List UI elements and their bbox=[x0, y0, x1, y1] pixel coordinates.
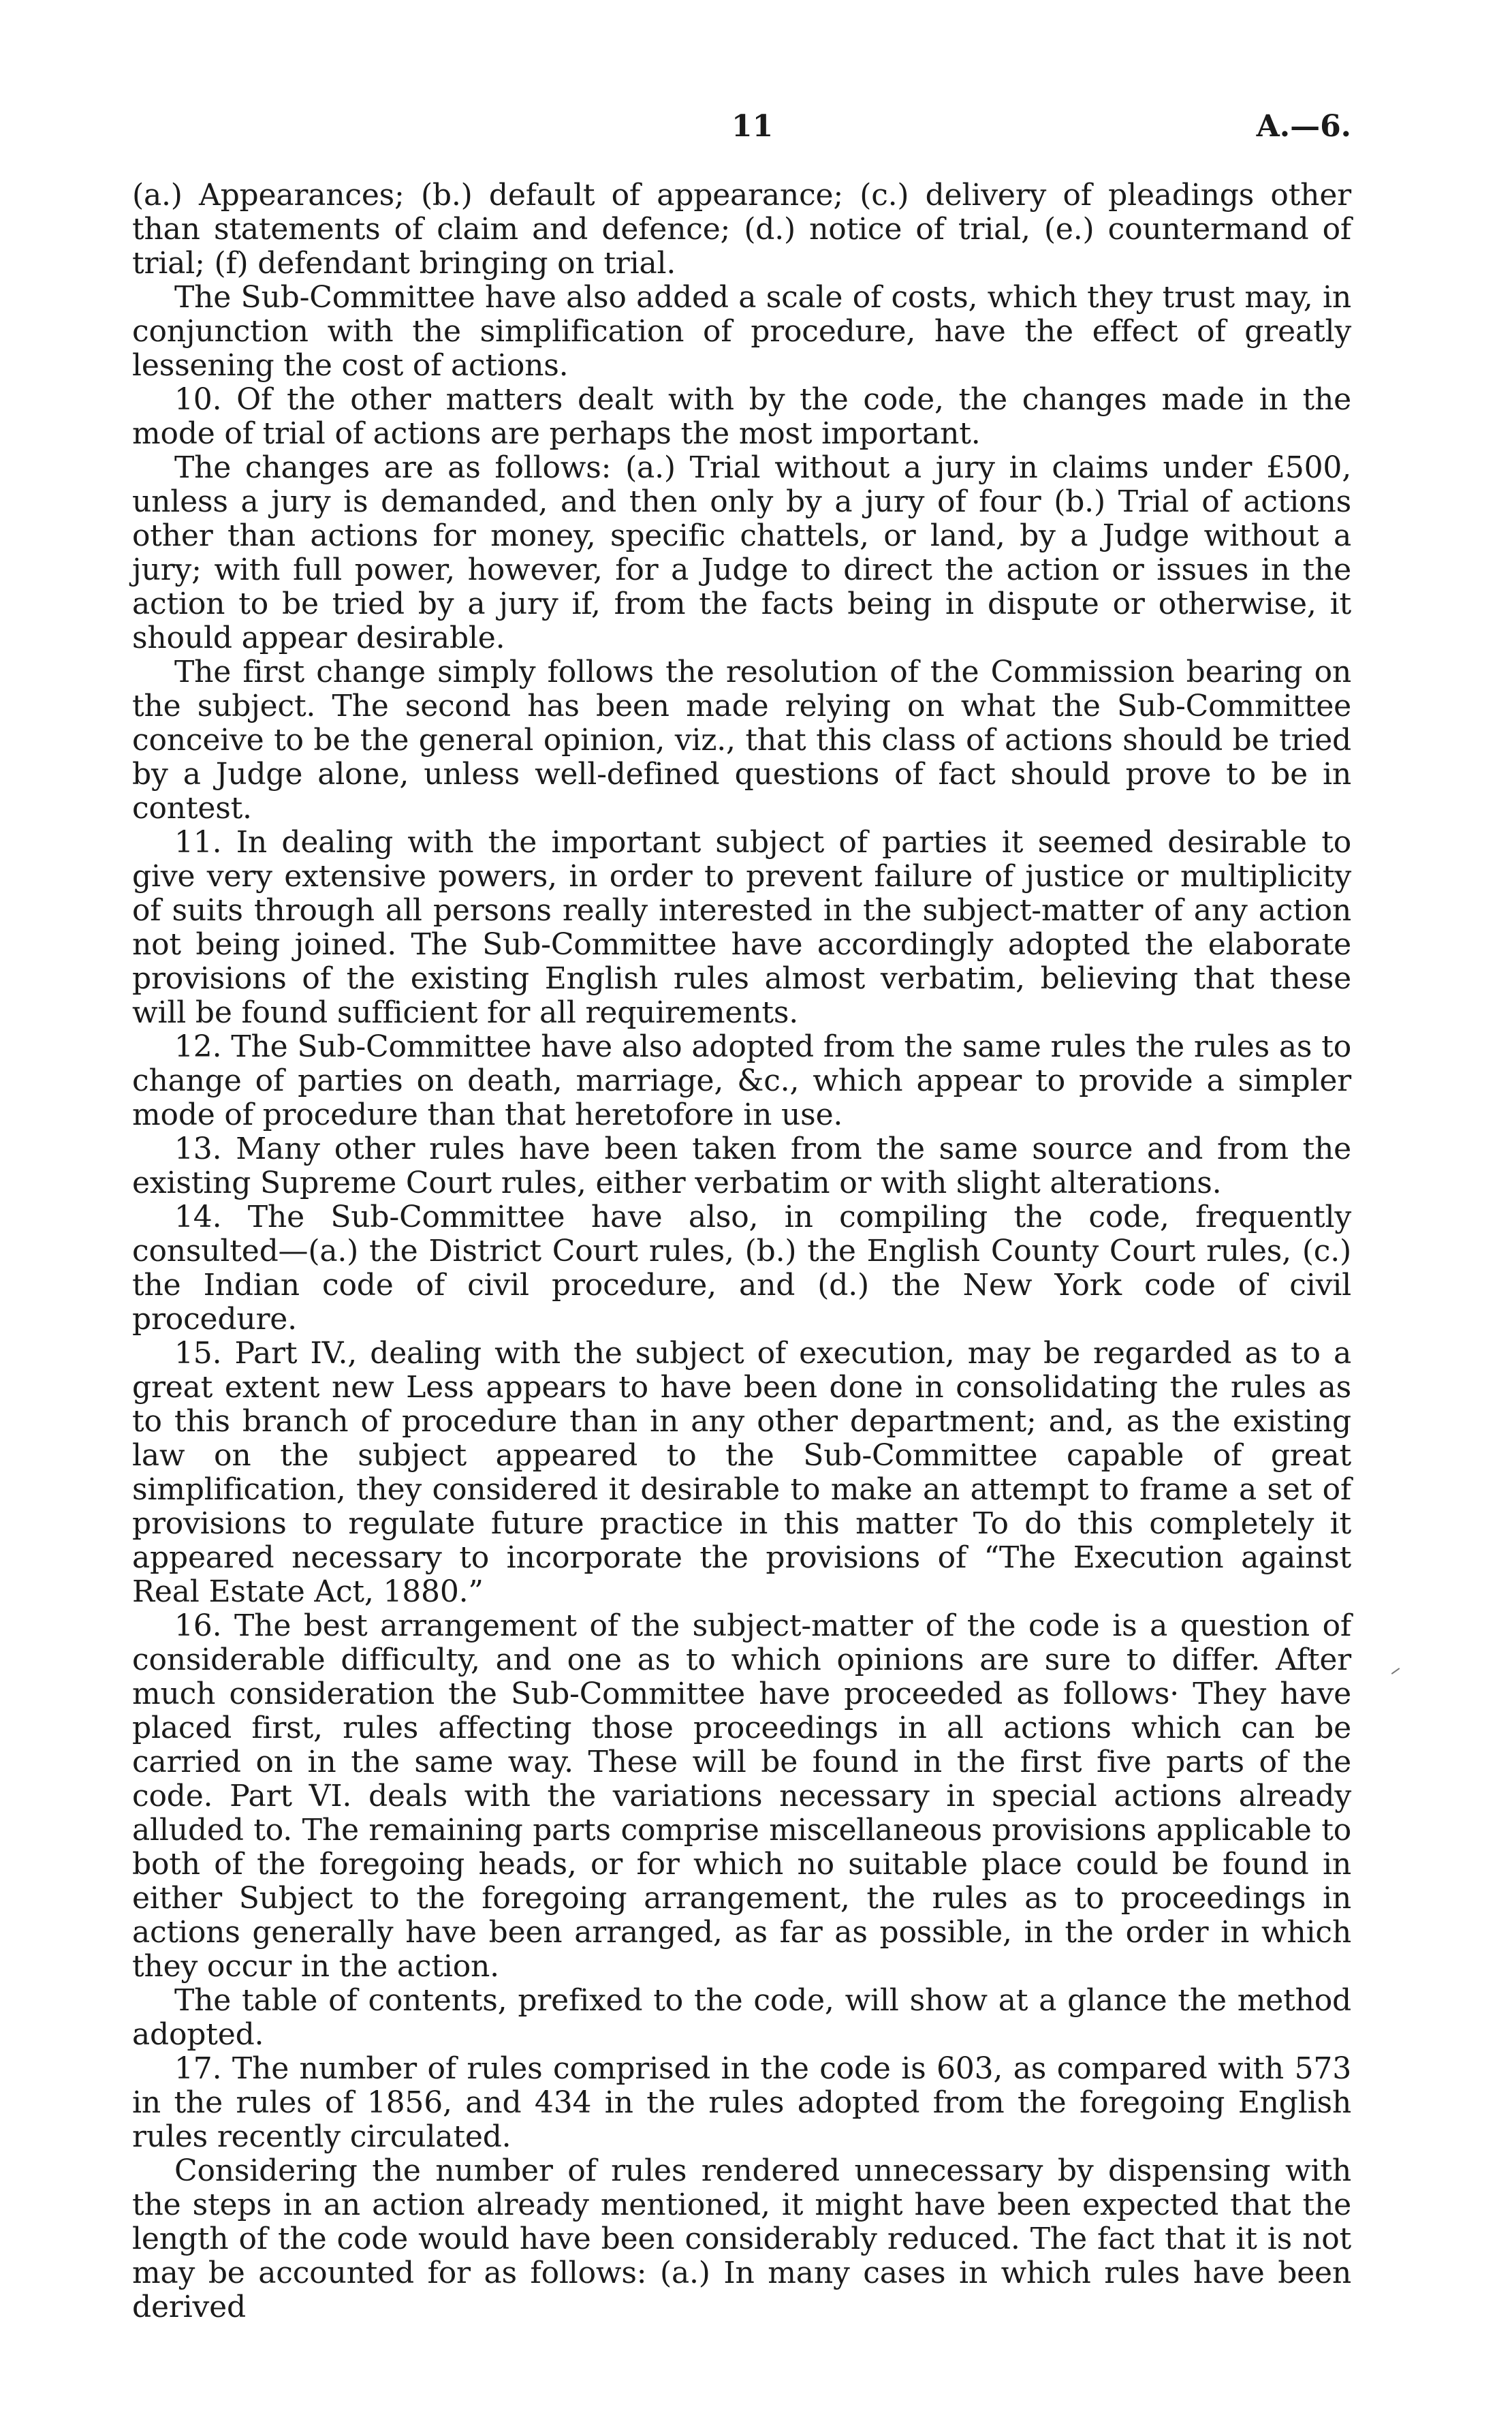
paragraph-scale-of-costs: The Sub-Committee have also added a scale of costs, which they trust may, in conjunction with the simplification of procedure, have the effect of greatly lessening the cost of actions. bbox=[132, 280, 1351, 383]
paragraph-10: 10. Of the other matters dealt with by the code, the changes made in the mode of trial of actions are perhaps the most important. bbox=[132, 382, 1351, 451]
paragraph-considering: Considering the number of rules rendered unnecessary by dispensing with the steps in an action already mentioned, it might have been expected that the length of the code would have been considerably reduced. The fact that it is not may be accounted for as follows: (a.) In many cases in which rules have been derived bbox=[132, 2153, 1351, 2324]
paragraph-table-of-contents: The table of contents, prefixed to the code, will show at a glance the method adopted. bbox=[132, 1983, 1351, 2052]
page-number: 11 bbox=[731, 109, 774, 144]
paragraph-11: 11. In dealing with the important subject of parties it seemed desirable to give very extensive powers, in order to prevent failure of justice or multiplicity of suits through all persons really interested in the subject-matter of any action not being joined. The Sub-Committee have accordingly adopted the elaborate provisions of the existing English rules almost verbatim, believing that these will be found sufficient for all requirements. bbox=[132, 825, 1351, 1030]
paragraph-14: 14. The Sub-Committee have also, in compiling the code, frequently consulted—(a.) the District Court rules, (b.) the English County Court rules, (c.) the Indian code of civil procedure, and (d.) the New York code of civil procedure. bbox=[132, 1200, 1351, 1337]
paragraph-16: 16. The best arrangement of the subject-matter of the code is a question of considerable difficulty, and one as to which opinions are sure to differ. After much consideration the Sub-Committee have proceeded as follows· They have placed first, rules affecting those proceedings in all actions which can be carried on in the same way. These will be found in the first five parts of the code. Part VI. deals with the variations necessary in special actions already alluded to. The remaining parts comprise miscellaneous provisions applicable to both of the foregoing heads, or for which no suitable place could be found in either Subject to the foregoing arrangement, the rules as to proceedings in actions generally have been arranged, as far as possible, in the order in which they occur in the action. bbox=[132, 1608, 1351, 1984]
page-header bbox=[132, 109, 1351, 163]
margin-mark bbox=[1391, 1668, 1400, 1674]
document-reference: A.—6. bbox=[1256, 109, 1351, 144]
paragraph-15: 15. Part IV., dealing with the subject of execution, may be regarded as to a great extent new Less appears to have been done in consolidating the rules as to this branch of procedure than in any other department; and, as the existing law on the subject appeared to the Sub-Committee capable of great simplification, they considered it desirable to make an attempt to frame a set of provisions to regulate future practice in this matter To do this completely it appeared necessary to incorporate the provisions of “The Execution against Real Estate Act, 1880.” bbox=[132, 1336, 1351, 1609]
paragraph-changes: The changes are as follows: (a.) Trial without a jury in claims under £500, unless a jury is demanded, and then only by a jury of four (b.) Trial of actions other than actions for money, specific chattels, or land, by a Judge without a jury; with full power, however, for a Judge to direct the action or issues in the action to be tried by a jury if, from the facts being in dispute or otherwise, it should appear desirable. bbox=[132, 450, 1351, 655]
document-page bbox=[132, 109, 1351, 2357]
paragraph-12: 12. The Sub-Committee have also adopted from the same rules the rules as to change of parties on death, marriage, &c., which appear to provide a simpler mode of procedure than that heretofore in use. bbox=[132, 1029, 1351, 1132]
paragraph-13: 13. Many other rules have been taken from the same source and from the existing Supreme Court rules, either verbatim or with slight alterations. bbox=[132, 1132, 1351, 1200]
body-text bbox=[132, 178, 1351, 2324]
paragraph-procedure-list: (a.) Appearances; (b.) default of appearance; (c.) delivery of pleadings other than statements of claim and defence; (d.) notice of trial, (e.) countermand of trial; (f) defendant bringing on trial. bbox=[132, 178, 1351, 281]
paragraph-first-change: The first change simply follows the resolution of the Commission bearing on the subject. The second has been made relying on what the Sub-Committee conceive to be the general opinion, viz., that this class of actions should be tried by a Judge alone, unless well-defined questions of fact should prove to be in contest. bbox=[132, 655, 1351, 826]
paragraph-17: 17. The number of rules comprised in the code is 603, as compared with 573 in the rules of 1856, and 434 in the rules adopted from the foregoing English rules recently circulated. bbox=[132, 2051, 1351, 2154]
